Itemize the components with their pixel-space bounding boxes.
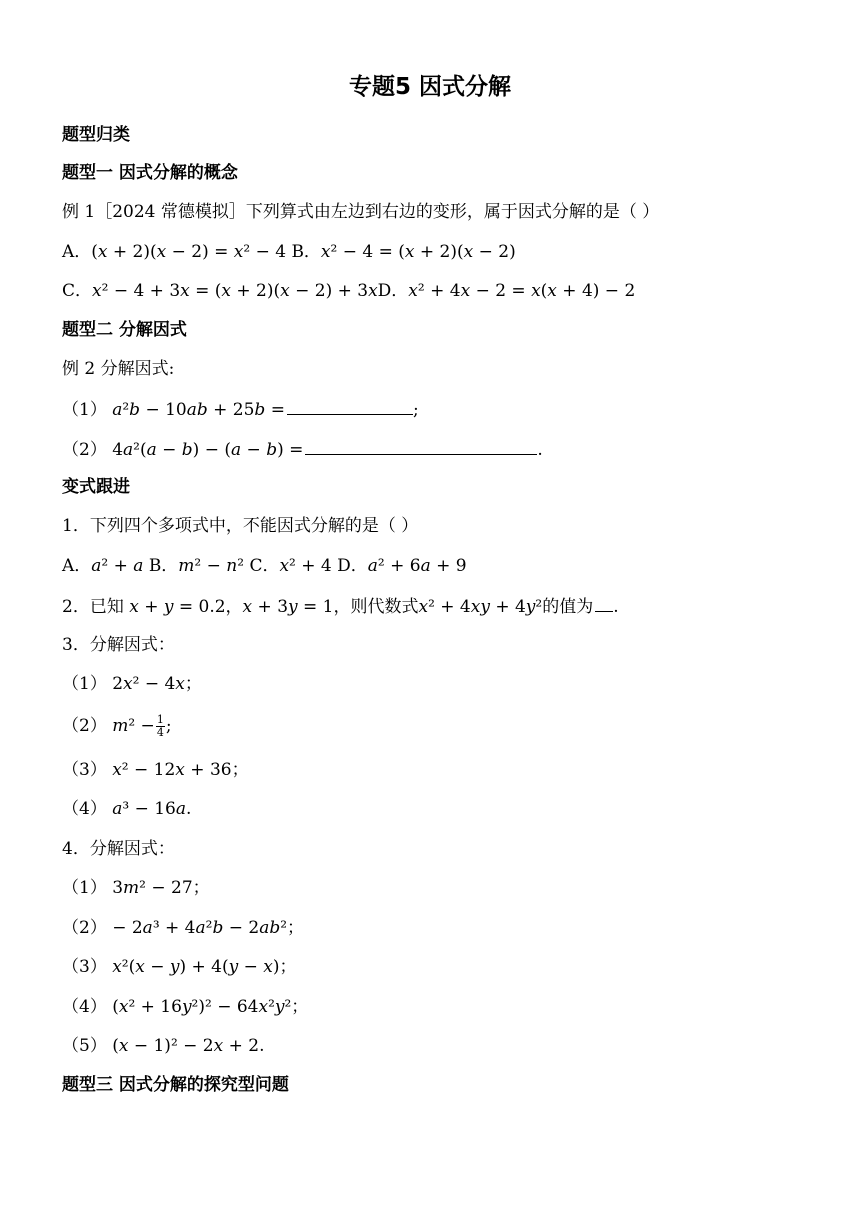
line-text: （4） 𝑎³ − 16𝑎. (62, 799, 192, 819)
line-suffix: . (537, 440, 543, 460)
line-text: 1．下列四个多项式中，不能因式分解的是（ ） (62, 516, 419, 536)
question-line (62, 758, 249, 782)
section-heading (62, 475, 130, 499)
question-line (62, 1034, 264, 1058)
question-line (62, 714, 172, 738)
line-text: （2） − 2𝑎³ + 4𝑎²𝑏 − 2𝑎𝑏²； (62, 918, 305, 938)
answer-blank[interactable] (287, 397, 413, 415)
line-text: 例 2 分解因式: (62, 359, 175, 379)
line-text: 例 1［2024 常德模拟］下列算式由左边到右边的变形，属于因式分解的是（ ） (62, 202, 660, 222)
frac-prefix: （2） 𝑚² − (62, 716, 155, 736)
section-heading (62, 123, 130, 147)
line-text: 变式跟进 (62, 477, 130, 497)
line-text: （4） (𝑥² + 16𝑦²)² − 64𝑥²𝑦²； (62, 997, 309, 1017)
fraction-numerator: 1 (156, 713, 164, 726)
line-text: 2．已知 𝑥 + 𝑦 = 0.2，𝑥 + 3𝑦 = 1，则代数式𝑥² + 4𝑥𝑦 + 4𝑦²的值为 (62, 597, 594, 617)
question-line (62, 357, 174, 381)
line-text: 4．分解因式： (62, 839, 175, 859)
question-line (62, 955, 297, 979)
line-text: （5） (𝑥 − 1)² − 2𝑥 + 2. (62, 1036, 265, 1056)
question-line (62, 437, 543, 461)
line-text: （1） 2𝑥² − 4𝑥； (62, 674, 202, 694)
question-line (62, 397, 419, 421)
line-text: A．(𝑥 + 2)(𝑥 − 2) = 𝑥² − 4 B．𝑥² − 4 = (𝑥 + 2)(𝑥 − 2) (62, 242, 516, 262)
question-line (62, 797, 191, 821)
frac-suffix: ; (165, 716, 172, 736)
fraction (156, 714, 165, 739)
question-line (62, 916, 304, 940)
question-line (62, 200, 659, 224)
line-suffix: ; (412, 400, 419, 420)
answer-blank[interactable] (305, 437, 537, 455)
line-text: A．𝑎² + 𝑎 B．𝑚² − 𝑛² C．𝑥² + 4 D．𝑎² + 6𝑎 + 9 (62, 556, 467, 576)
line-text: 3．分解因式： (62, 635, 175, 655)
question-line (62, 594, 619, 618)
line-text: （3） 𝑥² − 12𝑥 + 36； (62, 760, 249, 780)
answer-blank[interactable] (595, 594, 613, 612)
line-text: 题型一 因式分解的概念 (62, 163, 238, 183)
question-line (62, 279, 635, 303)
section-heading (62, 1073, 289, 1097)
line-text: 题型三 因式分解的探究型问题 (62, 1075, 289, 1095)
line-text: 题型归类 (62, 125, 130, 145)
line-text: （1） 3𝑚² − 27； (62, 878, 210, 898)
fraction-denominator: 4 (156, 726, 164, 739)
line-text: C．𝑥² − 4 + 3𝑥 = (𝑥 + 2)(𝑥 − 2) + 3𝑥D．𝑥² + 4𝑥 − 2 = 𝑥(𝑥 + 4) − 2 (62, 281, 636, 301)
question-line (62, 876, 210, 900)
line-text: （2） 4𝑎²(𝑎 − 𝑏) − (𝑎 − 𝑏) = (62, 440, 304, 460)
line-suffix: . (613, 597, 619, 617)
question-line (62, 554, 467, 578)
line-text: （3） 𝑥²(𝑥 − 𝑦) + 4(𝑦 − 𝑥)； (62, 957, 297, 977)
question-line (62, 837, 175, 861)
page-title: 专题5 因式分解 (348, 74, 511, 100)
line-text: （1） 𝑎²𝑏 − 10𝑎𝑏 + 25𝑏 = (62, 400, 285, 420)
question-line (62, 633, 175, 657)
section-heading (62, 161, 238, 185)
question-line (62, 995, 308, 1019)
question-line (62, 672, 202, 696)
question-line (62, 514, 418, 538)
line-text: 题型二 分解因式 (62, 320, 187, 340)
section-heading (62, 318, 187, 342)
question-line (62, 240, 516, 264)
